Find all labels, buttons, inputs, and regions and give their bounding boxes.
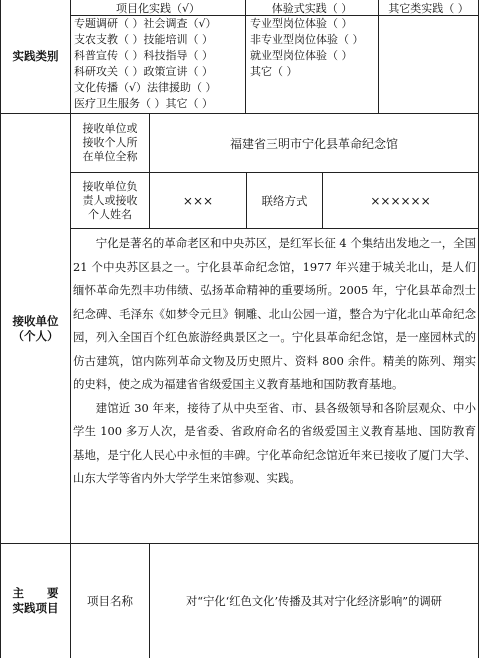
type-col-divider-1 [245, 0, 246, 113]
experience-item: 就业型岗位体验（ ） [250, 49, 353, 62]
header-other: 其它类实践（ ） [388, 1, 469, 15]
leader-label: 接收单位负 责人或接收 个人姓名 [82, 179, 138, 221]
unit-name-label: 接收单位或 接收个人所 在单位全称 [82, 122, 138, 163]
experience-item: 其它（ ） [250, 65, 298, 78]
project-item: 文化传播（√）法律援助（ ） [74, 81, 217, 94]
description-paragraph: 建馆近 30 年来，接待了从中央至省、市、县各级领导和各阶层观众、中小学生 100 多万人次，是省委、省政府命名的省级爱国主义教育基地、国防教育基地，是宁化人民心中永恒的丰碑。宁化革命纪念馆近年来已接收了厦门大学、山东大学等省内外大学学生来馆参观、实践。 [73, 400, 476, 485]
receiver-description [73, 232, 476, 491]
receiver-row-divider-2 [70, 228, 479, 229]
contact-label: 联络方式 [261, 193, 308, 208]
leader-value: ××× [182, 193, 214, 208]
project-item: 科研攻关（ ）政策宣讲（ ） [74, 65, 213, 78]
description-paragraph: 宁化是著名的革命老区和中央苏区，是红军长征 4 个集结出发地之一，全国 21 个中央苏区县之一。宁化县革命纪念馆，1977 年兴建于城关北山，是人们缅怀革命先烈丰功伟绩、弘扬革命精神的重要场所。2005 年，宁化县革命烈士纪念碑、毛泽东《如梦令元旦》铜雕、北山公园一道，整合为宁化北山革命纪念园，列入全国百个红色旅游经典景区之一。宁化县革命纪念馆，是一座园林式的仿古建筑，馆内陈列革命文物及历史照片、资料 800 余件。精美的陈列、翔实的史料，使之成为福建省省级爱国主义教育基地和国防教育基地。 [73, 236, 476, 391]
project-name-label: 项目名称 [87, 594, 133, 608]
type-col-divider-2 [378, 0, 379, 113]
project-item: 支农支教（ ）技能培训（ ） [74, 33, 213, 46]
project-name-value: 对“宁化‘红色文化’传播及其对宁化经济影响”的调研 [186, 595, 442, 608]
project-item: 科普宣传（ ）科技指导（ ） [74, 49, 213, 62]
receiver-label: 接收单位 （个人） [12, 313, 59, 343]
experience-item: 非专业型岗位体验（ ） [250, 33, 364, 46]
project-item: 专题调研（ ）社会调查（√） [74, 17, 217, 30]
header-experience: 体验式实践（ ） [271, 1, 353, 15]
project-item: 医疗卫生服务（ ）其它（ ） [74, 97, 213, 110]
practice-type-label: 实践类别 [12, 49, 59, 63]
unit-name-value: 福建省三明市宁化县革命纪念馆 [229, 136, 398, 151]
main-project-label: 主 要 实践项目 [12, 586, 59, 615]
header-project: 项目化实践（√） [115, 1, 200, 15]
experience-item: 专业型岗位体验（ ） [250, 17, 353, 30]
contact-value: ×××××× [370, 193, 431, 208]
